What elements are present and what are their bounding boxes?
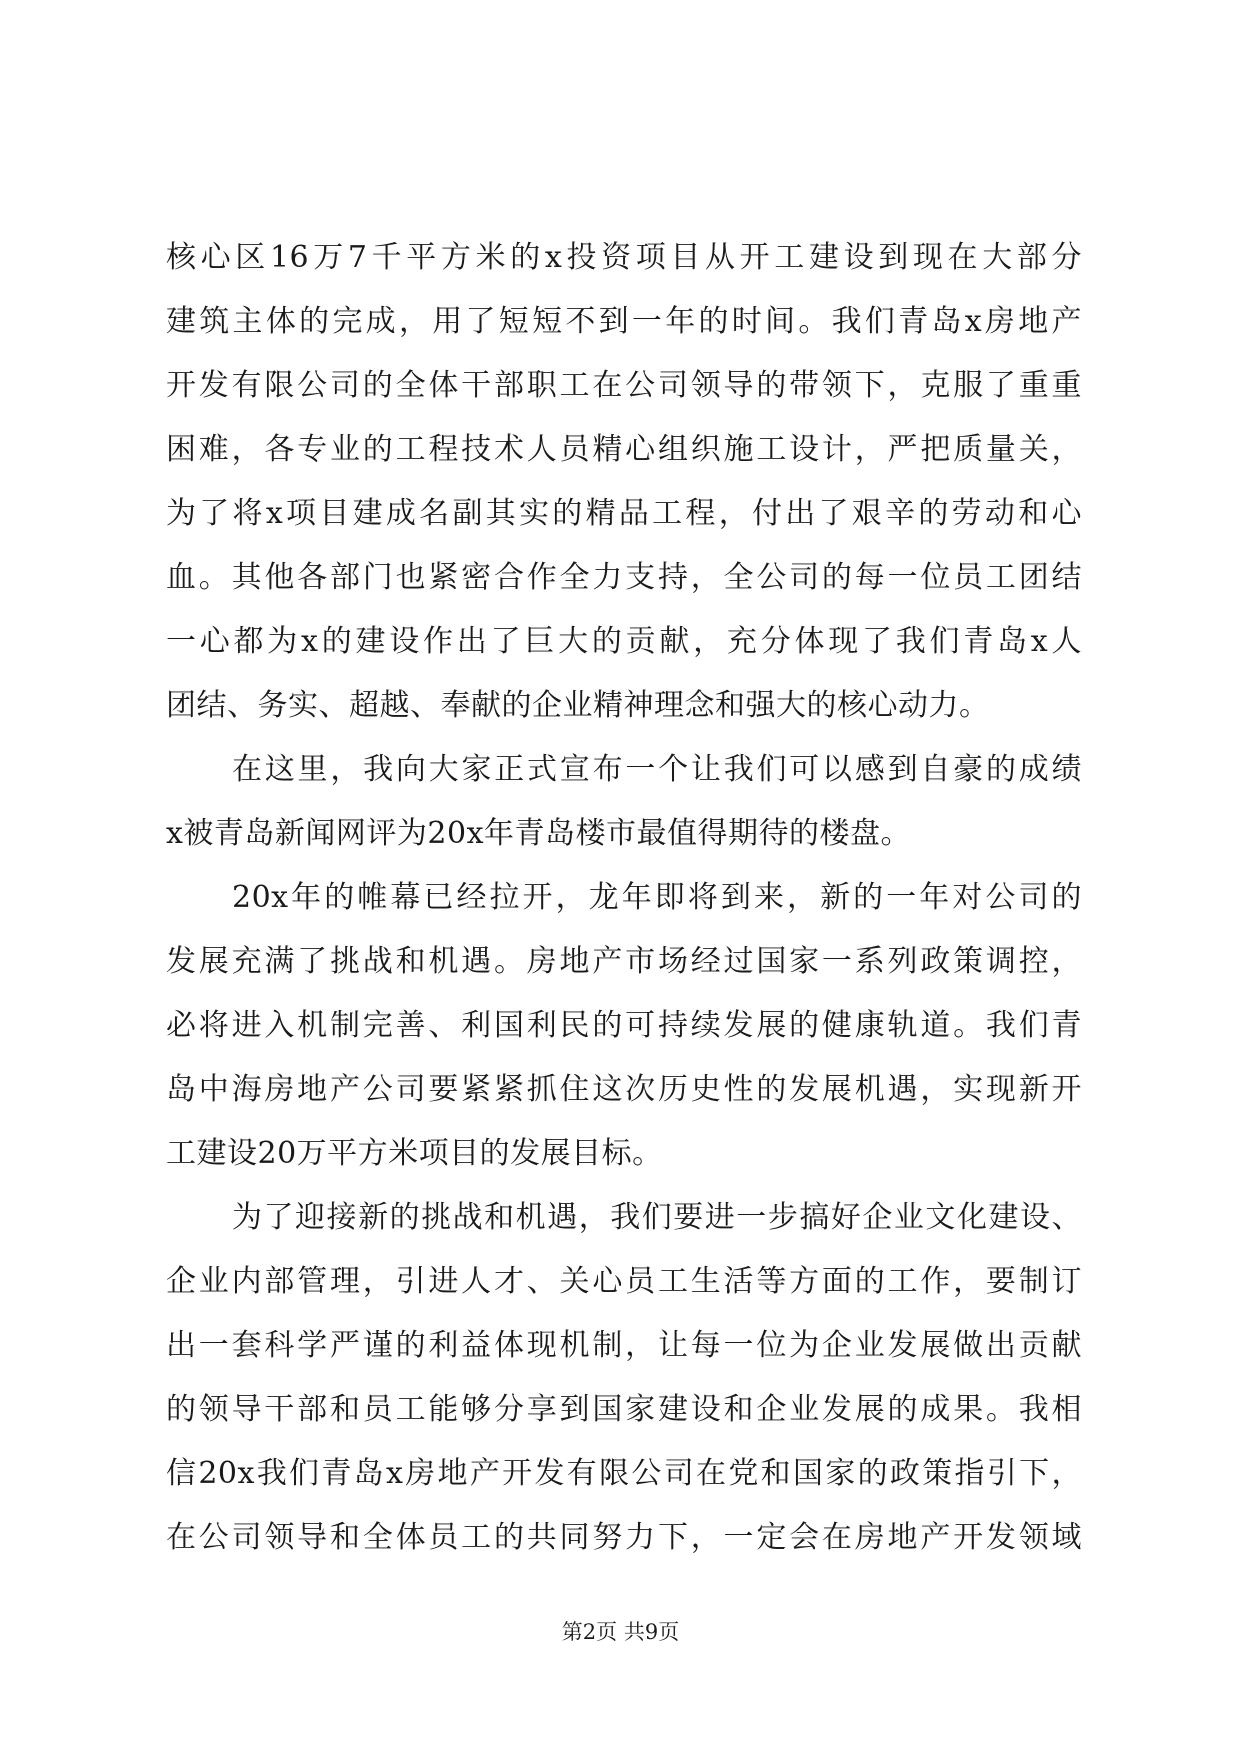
paragraph xyxy=(166,738,1082,866)
text-line: 为了迎接新的挑战和机遇，我们要进一步搞好企业文化建设、 xyxy=(232,1200,1082,1235)
document-body xyxy=(166,226,1082,1570)
text-line: 工建设20万平方米项目的发展目标。 xyxy=(166,1136,663,1171)
text-line: 困难，各专业的工程技术人员精心组织施工设计，严把质量关， xyxy=(166,432,1082,467)
text-line: 建筑主体的完成，用了短短不到一年的时间。我们青岛x房地产 xyxy=(166,304,1082,339)
text-line: 一心都为x的建设作出了巨大的贡献，充分体现了我们青岛x人 xyxy=(166,624,1082,659)
text-line: 出一套科学严谨的利益体现机制，让每一位为企业发展做出贡献 xyxy=(166,1328,1082,1363)
page-number-label: 第2页 共9页 xyxy=(561,1620,680,1644)
text-line: 的领导干部和员工能够分享到国家建设和企业发展的成果。我相 xyxy=(166,1392,1082,1427)
text-line: 团结、务实、超越、奉献的企业精神理念和强大的核心动力。 xyxy=(166,688,990,723)
paragraph xyxy=(166,1186,1082,1570)
text-line: 20x年的帷幕已经拉开，龙年即将到来，新的一年对公司的 xyxy=(232,880,1082,915)
paragraph xyxy=(166,226,1082,738)
text-line: 在公司领导和全体员工的共同努力下，一定会在房地产开发领域 xyxy=(166,1520,1082,1555)
text-line: 为了将x项目建成名副其实的精品工程，付出了艰辛的劳动和心 xyxy=(166,496,1082,531)
text-line: 开发有限公司的全体干部职工在公司领导的带领下，克服了重重 xyxy=(166,368,1082,403)
text-line: 必将进入机制完善、利国利民的可持续发展的健康轨道。我们青 xyxy=(166,1008,1082,1043)
text-line: 核心区16万7千平方米的x投资项目从开工建设到现在大部分 xyxy=(166,240,1082,275)
text-line: 企业内部管理，引进人才、关心员工生活等方面的工作，要制订 xyxy=(166,1264,1082,1299)
text-line: 信20x我们青岛x房地产开发有限公司在党和国家的政策指引下， xyxy=(166,1456,1082,1491)
text-line: x被青岛新闻网评为20x年青岛楼市最值得期待的楼盘。 xyxy=(166,816,912,851)
text-line: 岛中海房地产公司要紧紧抓住这次历史性的发展机遇，实现新开 xyxy=(166,1072,1082,1107)
page-footer xyxy=(0,1618,1241,1646)
text-line: 发展充满了挑战和机遇。房地产市场经过国家一系列政策调控， xyxy=(166,944,1082,979)
paragraph xyxy=(166,866,1082,1186)
text-line: 在这里，我向大家正式宣布一个让我们可以感到自豪的成绩 xyxy=(232,752,1082,787)
text-line: 血。其他各部门也紧密合作全力支持，全公司的每一位员工团结 xyxy=(166,560,1082,595)
